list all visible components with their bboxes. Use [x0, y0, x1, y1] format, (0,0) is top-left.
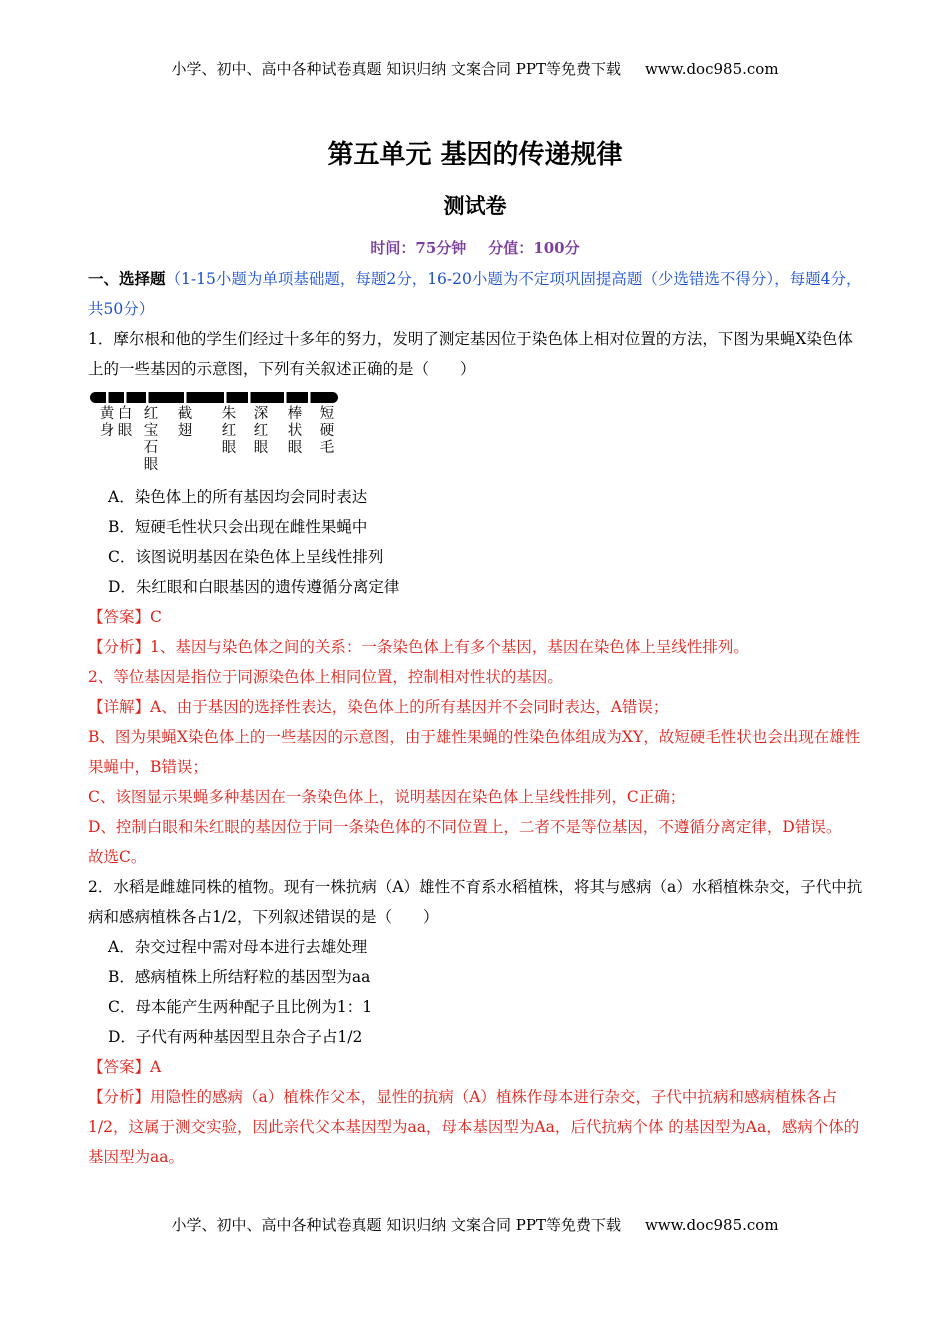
gene-label-char: 黄 [99, 406, 115, 422]
section-heading [88, 264, 868, 324]
q2-analysis: 【分析】用隐性的感病（a）植株作父本，显性的抗病（A）植株作母本进行杂交，子代中抗病和感病植株各占1/2，这属于测交实验，因此亲代父本基因型为aa，母本基因型为Aa，后代抗病个体 的基因型为Aa，感病个体的基因型为aa。 [88, 1088, 860, 1166]
q1-detail-d: D、控制白眼和朱红眼的基因位于同一条染色体的不同位置上，二者不是等位基因，不遵循分离定律，D错误。 [88, 818, 842, 836]
chromosome-band-gap [146, 392, 149, 403]
gene-label-char: 硬 [319, 423, 335, 439]
q1-detail-b: B、图为果蝇X染色体上的一些基因的示意图，由于雄性果蝇的性染色体组成为XY，故短硬毛性状也会出现在雄性果蝇中，B错误； [88, 728, 861, 776]
gene-label-char: 眼 [143, 457, 159, 473]
chromosome-band-gap [184, 392, 187, 403]
page-footer [0, 1214, 950, 1235]
page-subtitle: 测试卷 [443, 194, 507, 218]
gene-label-char: 毛 [319, 440, 335, 456]
footer-text: 小学、初中、高中各种试卷真题 知识归纳 文案合同 PPT等免费下载 [171, 1216, 621, 1234]
gene-label [286, 406, 304, 457]
gene-label-char: 宝 [143, 423, 159, 439]
q1-analysis-1: 【分析】1、基因与染色体之间的关系：一条染色体上有多个基因，基因在染色体上呈线性排列。 [88, 638, 749, 656]
gene-label-char: 截 [177, 406, 193, 422]
section-title: 一、选择题 [88, 269, 166, 288]
gene-label-char: 状 [287, 423, 303, 439]
q2-option-a: A．杂交过程中需对母本进行去雄处理 [108, 938, 368, 956]
gene-label-char: 眼 [117, 423, 133, 439]
q1-option-a: A．染色体上的所有基因均会同时表达 [108, 488, 368, 506]
gene-label-char: 红 [221, 423, 237, 439]
chromosome-band-gap [106, 392, 109, 403]
q1-answer: 【答案】C [88, 608, 162, 626]
gene-label [176, 406, 194, 440]
q2-option-c: C．母本能产生两种配子且比例为1：1 [108, 998, 373, 1016]
gene-label-char: 红 [143, 406, 159, 422]
q1-option-d: D．朱红眼和白眼基因的遗传遵循分离定律 [108, 578, 400, 596]
gene-label [318, 406, 336, 457]
q1-conclusion: 故选C。 [88, 848, 147, 866]
footer-url[interactable]: www.doc985.com [644, 1216, 779, 1234]
chromosome-band-gap [224, 392, 227, 403]
exam-time: 时间：75分钟 [370, 239, 467, 257]
gene-label-char: 朱 [221, 406, 237, 422]
gene-label [252, 406, 270, 457]
q2-option-d: D．子代有两种基因型且杂合子占1/2 [108, 1028, 363, 1046]
q2-answer: 【答案】A [88, 1058, 162, 1076]
document-body [88, 264, 868, 1172]
gene-label-char: 眼 [287, 440, 303, 456]
chromosome-band-gap [124, 392, 127, 403]
chromosome-figure [88, 388, 868, 480]
gene-label-char: 深 [253, 406, 269, 422]
q1-analysis-2: 2、等位基因是指位于同源染色体上相同位置，控制相对性状的基因。 [88, 668, 563, 686]
gene-label-char: 身 [99, 423, 115, 439]
gene-label [142, 406, 160, 474]
header-text: 小学、初中、高中各种试卷真题 知识归纳 文案合同 PPT等免费下载 [171, 60, 621, 78]
q2-stem: 2．水稻是雌雄同株的植物。现有一株抗病（A）雄性不育系水稻植株，将其与感病（a）水稻植株杂交，子代中抗病和感病植株各占1/2，下列叙述错误的是（ ） [88, 878, 863, 926]
q1-detail-a: 【详解】A、由于基因的选择性表达，染色体上的所有基因并不会同时表达，A错误； [88, 698, 669, 716]
gene-label-char: 石 [143, 440, 159, 456]
header-url[interactable]: www.doc985.com [644, 60, 779, 78]
q2-option-b: B．感病植株上所结籽粒的基因型为aa [108, 968, 371, 986]
exam-meta [0, 237, 950, 258]
section-note: （1-15小题为单项基础题，每题2分，16-20小题为不定项巩固提高题（少选错选不得分），每题4分，共50分） [88, 270, 862, 318]
gene-label-char: 短 [319, 406, 335, 422]
gene-label-char: 翅 [177, 423, 193, 439]
q1-option-c: C．该图说明基因在染色体上呈线性排列 [108, 548, 384, 566]
gene-label-char: 白 [117, 406, 133, 422]
gene-label-char: 眼 [253, 440, 269, 456]
chromosome-band-gap [284, 392, 287, 403]
gene-label [98, 406, 116, 440]
gene-label-char: 红 [253, 423, 269, 439]
chromosome-body [90, 392, 338, 403]
chromosome-band-gap [248, 392, 251, 403]
exam-score: 分值：100分 [488, 239, 580, 257]
gene-label [116, 406, 134, 440]
chromosome-band-gap [308, 392, 311, 403]
q1-stem: 1．摩尔根和他的学生们经过十多年的努力，发明了测定基因位于染色体上相对位置的方法，下图为果蝇X染色体上的一些基因的示意图，下列有关叙述正确的是（ ） [88, 330, 853, 378]
chromosome-bar [88, 388, 348, 408]
gene-label-char: 眼 [221, 440, 237, 456]
gene-label-char: 棒 [287, 406, 303, 422]
page-title: 第五单元 基因的传递规律 [327, 140, 623, 170]
q1-detail-c: C、该图显示果蝇多种基因在一条染色体上，说明基因在染色体上呈线性排列，C正确； [88, 788, 686, 806]
gene-label [220, 406, 238, 457]
q1-option-b: B．短硬毛性状只会出现在雌性果蝇中 [108, 518, 368, 536]
page-header [0, 58, 950, 79]
